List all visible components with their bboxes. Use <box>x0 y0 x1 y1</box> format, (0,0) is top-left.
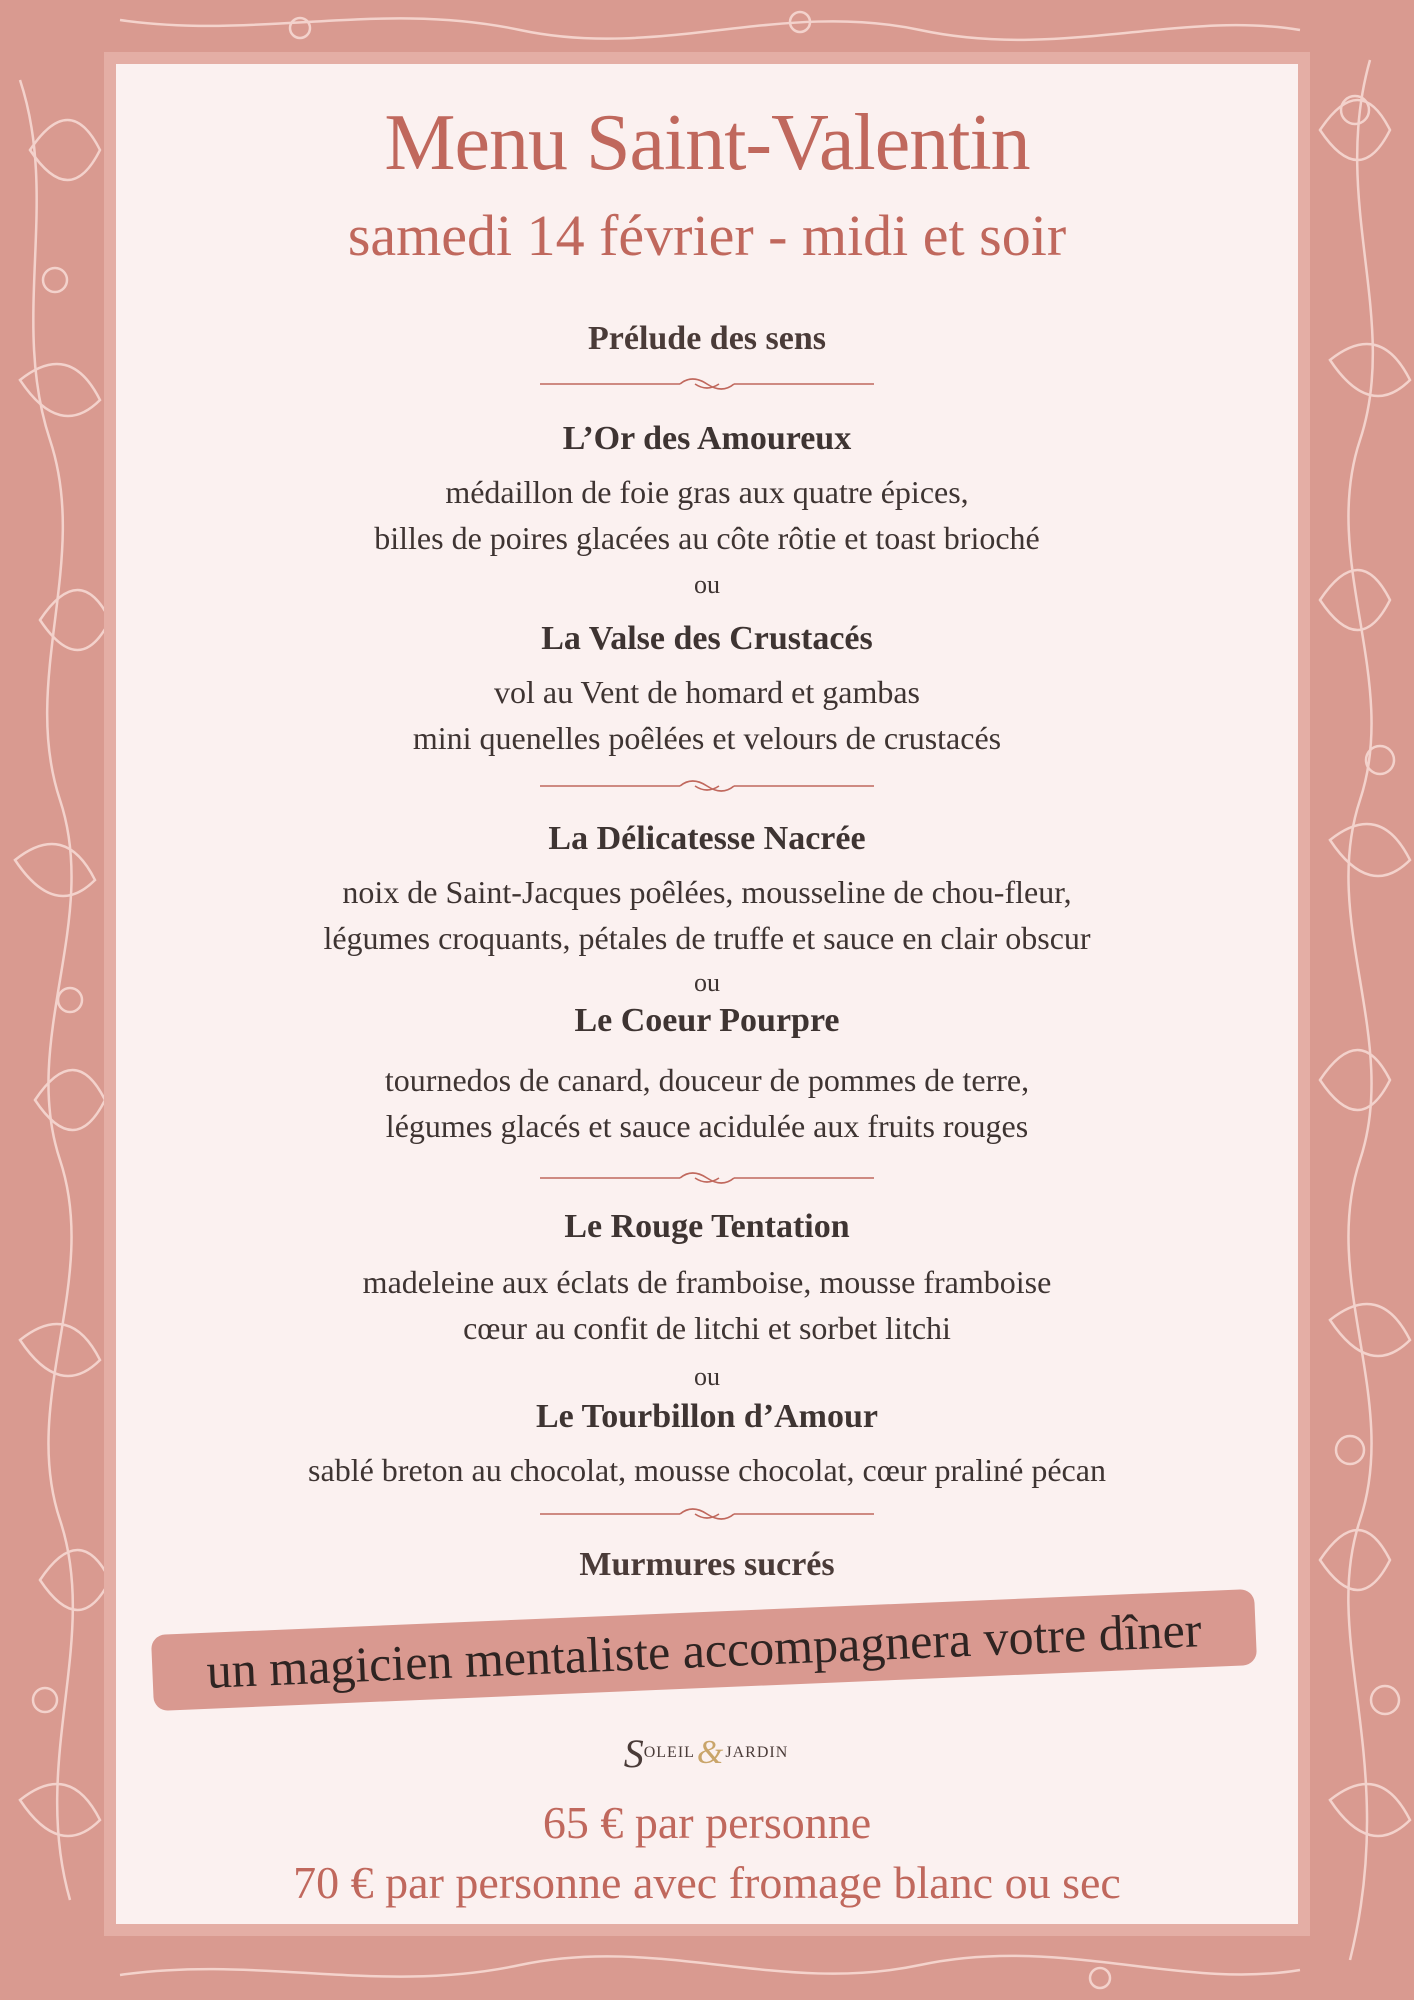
dish-desc-dessert-1-line-2: cœur au confit de litchi et sorbet litchi <box>463 1310 951 1346</box>
dish-desc-entree-1-line-1: médaillon de foie gras aux quatre épices, <box>445 474 969 510</box>
dish-desc-dessert-1-line-1: madeleine aux éclats de framboise, mousse framboise <box>362 1264 1052 1300</box>
logo-initial: S <box>623 1730 644 1776</box>
ornament-divider-icon <box>540 776 874 796</box>
price-line-2: 70 € par personne avec fromage blanc ou sec <box>293 1857 1121 1908</box>
dish-name-dessert-1: Le Rouge Tentation <box>564 1208 850 1245</box>
dish-desc-entree-2-line-2: mini quenelles poêlées et velours de crustacés <box>412 720 1002 756</box>
magician-banner <box>151 1589 1257 1711</box>
dish-name-dessert-2: Le Tourbillon d’Amour <box>536 1398 878 1435</box>
dish-desc-plat-2-line-2: légumes glacés et sauce acidulée aux fruits rouges <box>385 1108 1029 1144</box>
or-separator: ou <box>694 968 720 997</box>
logo-ampersand: & <box>696 1734 724 1771</box>
section-heading-prelude: Prélude des sens <box>588 320 826 357</box>
page-subtitle: samedi 14 février - midi et soir <box>347 203 1067 268</box>
logo-word-2: JARDIN <box>725 1744 789 1761</box>
or-separator: ou <box>694 570 720 599</box>
dish-desc-entree-2-line-1: vol au Vent de homard et gambas <box>494 674 920 710</box>
dish-name-plat-1: La Délicatesse Nacrée <box>548 820 866 857</box>
ornament-divider-icon <box>540 1504 874 1524</box>
dish-name-entree-2: La Valse des Crustacés <box>541 620 873 657</box>
ornament-divider-icon <box>540 1168 874 1188</box>
or-separator: ou <box>694 1362 720 1391</box>
dish-desc-dessert-2-line-1: sablé breton au chocolat, mousse chocolat, cœur praliné pécan <box>308 1452 1106 1488</box>
dish-name-entree-1: L’Or des Amoureux <box>562 420 852 457</box>
dish-desc-plat-2-line-1: tournedos de canard, douceur de pommes de terre, <box>384 1062 1030 1098</box>
page-title: Menu Saint-Valentin <box>384 99 1030 187</box>
logo-word-1: OLEIL <box>643 1744 695 1761</box>
section-heading-closing: Murmures sucrés <box>579 1546 835 1583</box>
ornament-divider-icon <box>540 374 874 394</box>
dish-desc-plat-1-line-2: légumes croquants, pétales de truffe et sauce en clair obscur <box>323 920 1091 956</box>
restaurant-logo <box>606 1728 806 1778</box>
dish-desc-plat-1-line-1: noix de Saint-Jacques poêlées, mousseline de chou-fleur, <box>342 874 1072 910</box>
banner-text: un magicien mentaliste accompagnera votre dîner <box>205 1601 1203 1699</box>
dish-name-plat-2: Le Coeur Pourpre <box>574 1002 840 1039</box>
price-line-1: 65 € par personne <box>542 1797 872 1848</box>
dish-desc-entree-1-line-2: billes de poires glacées au côte rôtie et toast brioché <box>374 520 1040 556</box>
